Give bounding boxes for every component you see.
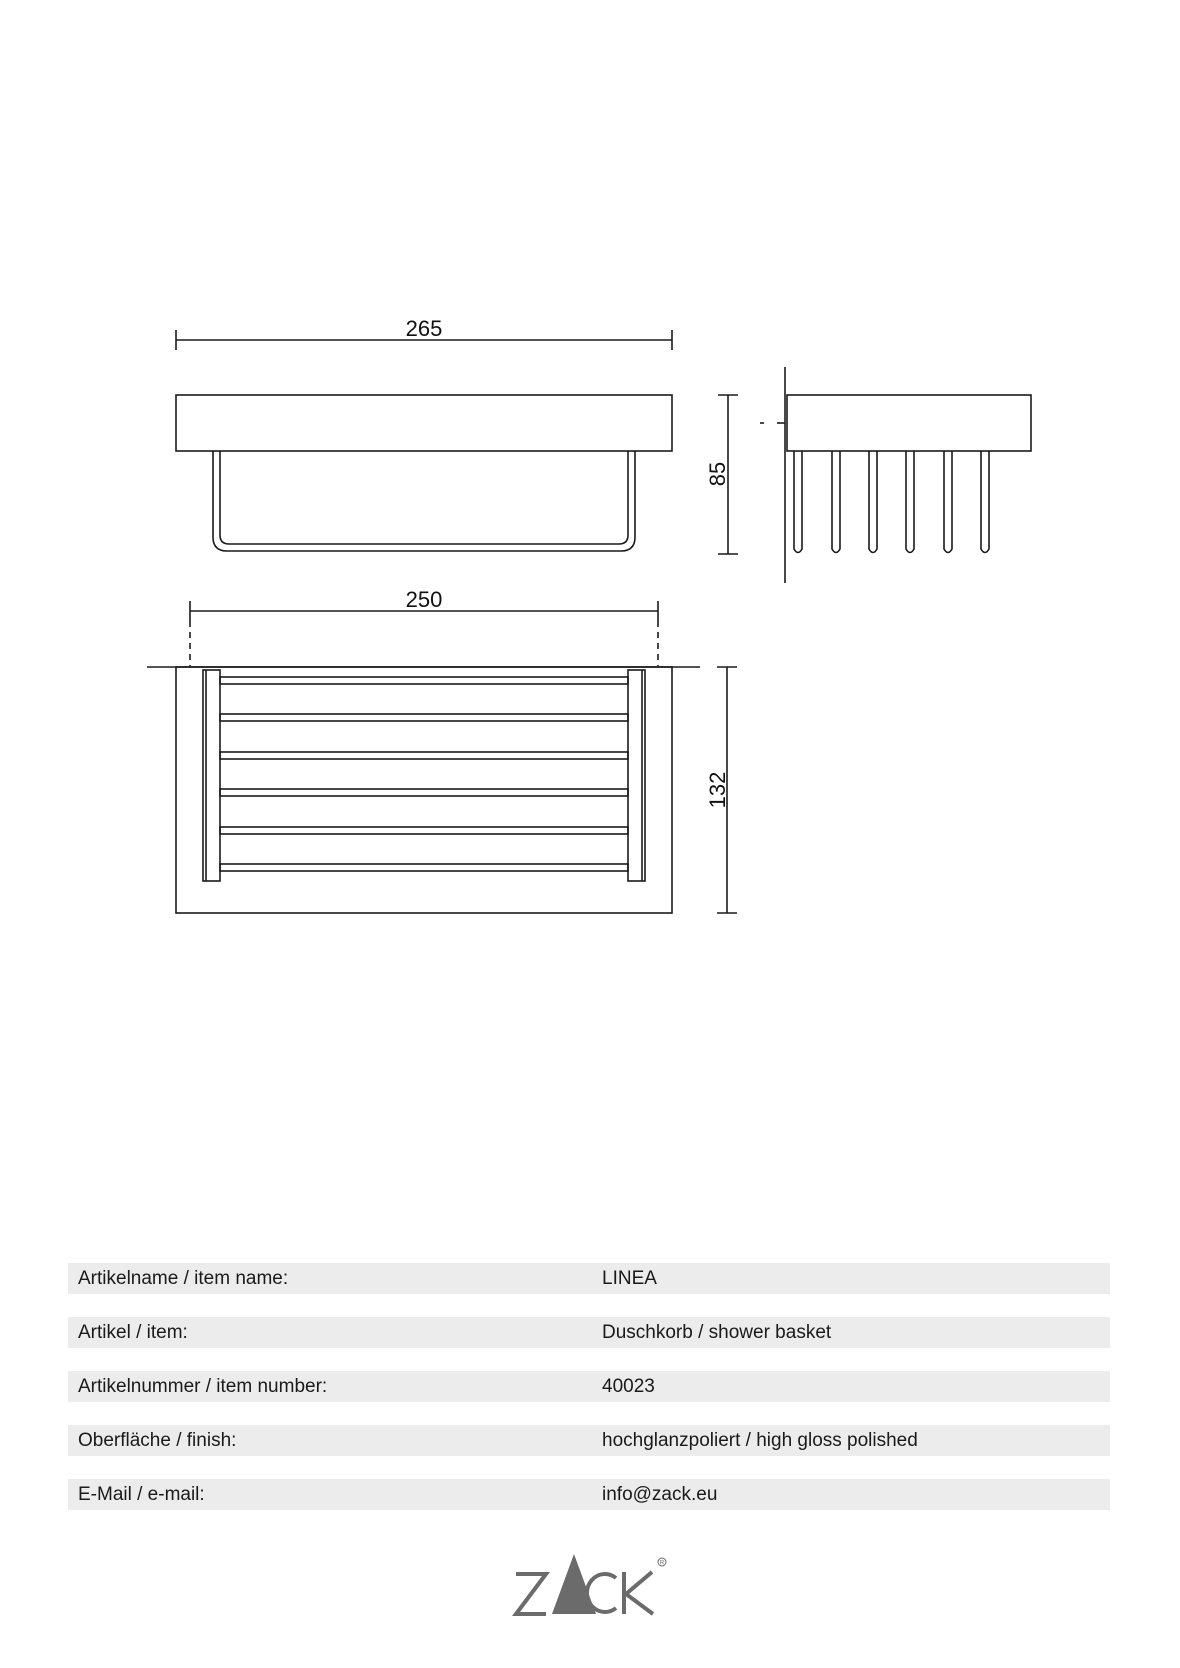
- dimension-height: 85: [705, 461, 730, 487]
- spec-label: Artikel / item:: [78, 1322, 188, 1343]
- zack-logo: [512, 1544, 672, 1620]
- slats: [220, 677, 628, 871]
- spec-label: Oberfläche / finish:: [78, 1430, 237, 1451]
- spec-value: Duschkorb / shower basket: [602, 1322, 832, 1343]
- dimension-depth: 132: [705, 771, 730, 809]
- front-view: [176, 330, 738, 554]
- plan-view: [147, 601, 737, 913]
- dimension-base-width: 250: [405, 587, 443, 612]
- spec-value: info@zack.eu: [602, 1484, 718, 1505]
- dimension-top-width: 265: [405, 316, 443, 341]
- spec-row-finish: [68, 1425, 1110, 1456]
- spec-row-email: [68, 1479, 1110, 1510]
- spec-row-item-number: [68, 1371, 1110, 1402]
- spec-row-item: [68, 1317, 1110, 1348]
- spec-value: 40023: [602, 1376, 655, 1397]
- spec-row-item-name: [68, 1263, 1110, 1294]
- spec-label: E-Mail / e-mail:: [78, 1484, 205, 1505]
- spec-label: Artikelnummer / item number:: [78, 1376, 328, 1397]
- side-view: [760, 367, 1031, 583]
- spec-label: Artikelname / item name:: [78, 1268, 289, 1289]
- svg-text:R: R: [659, 1560, 665, 1567]
- spec-value: hochglanzpoliert / high gloss polished: [602, 1430, 918, 1451]
- spec-value: LINEA: [602, 1268, 657, 1289]
